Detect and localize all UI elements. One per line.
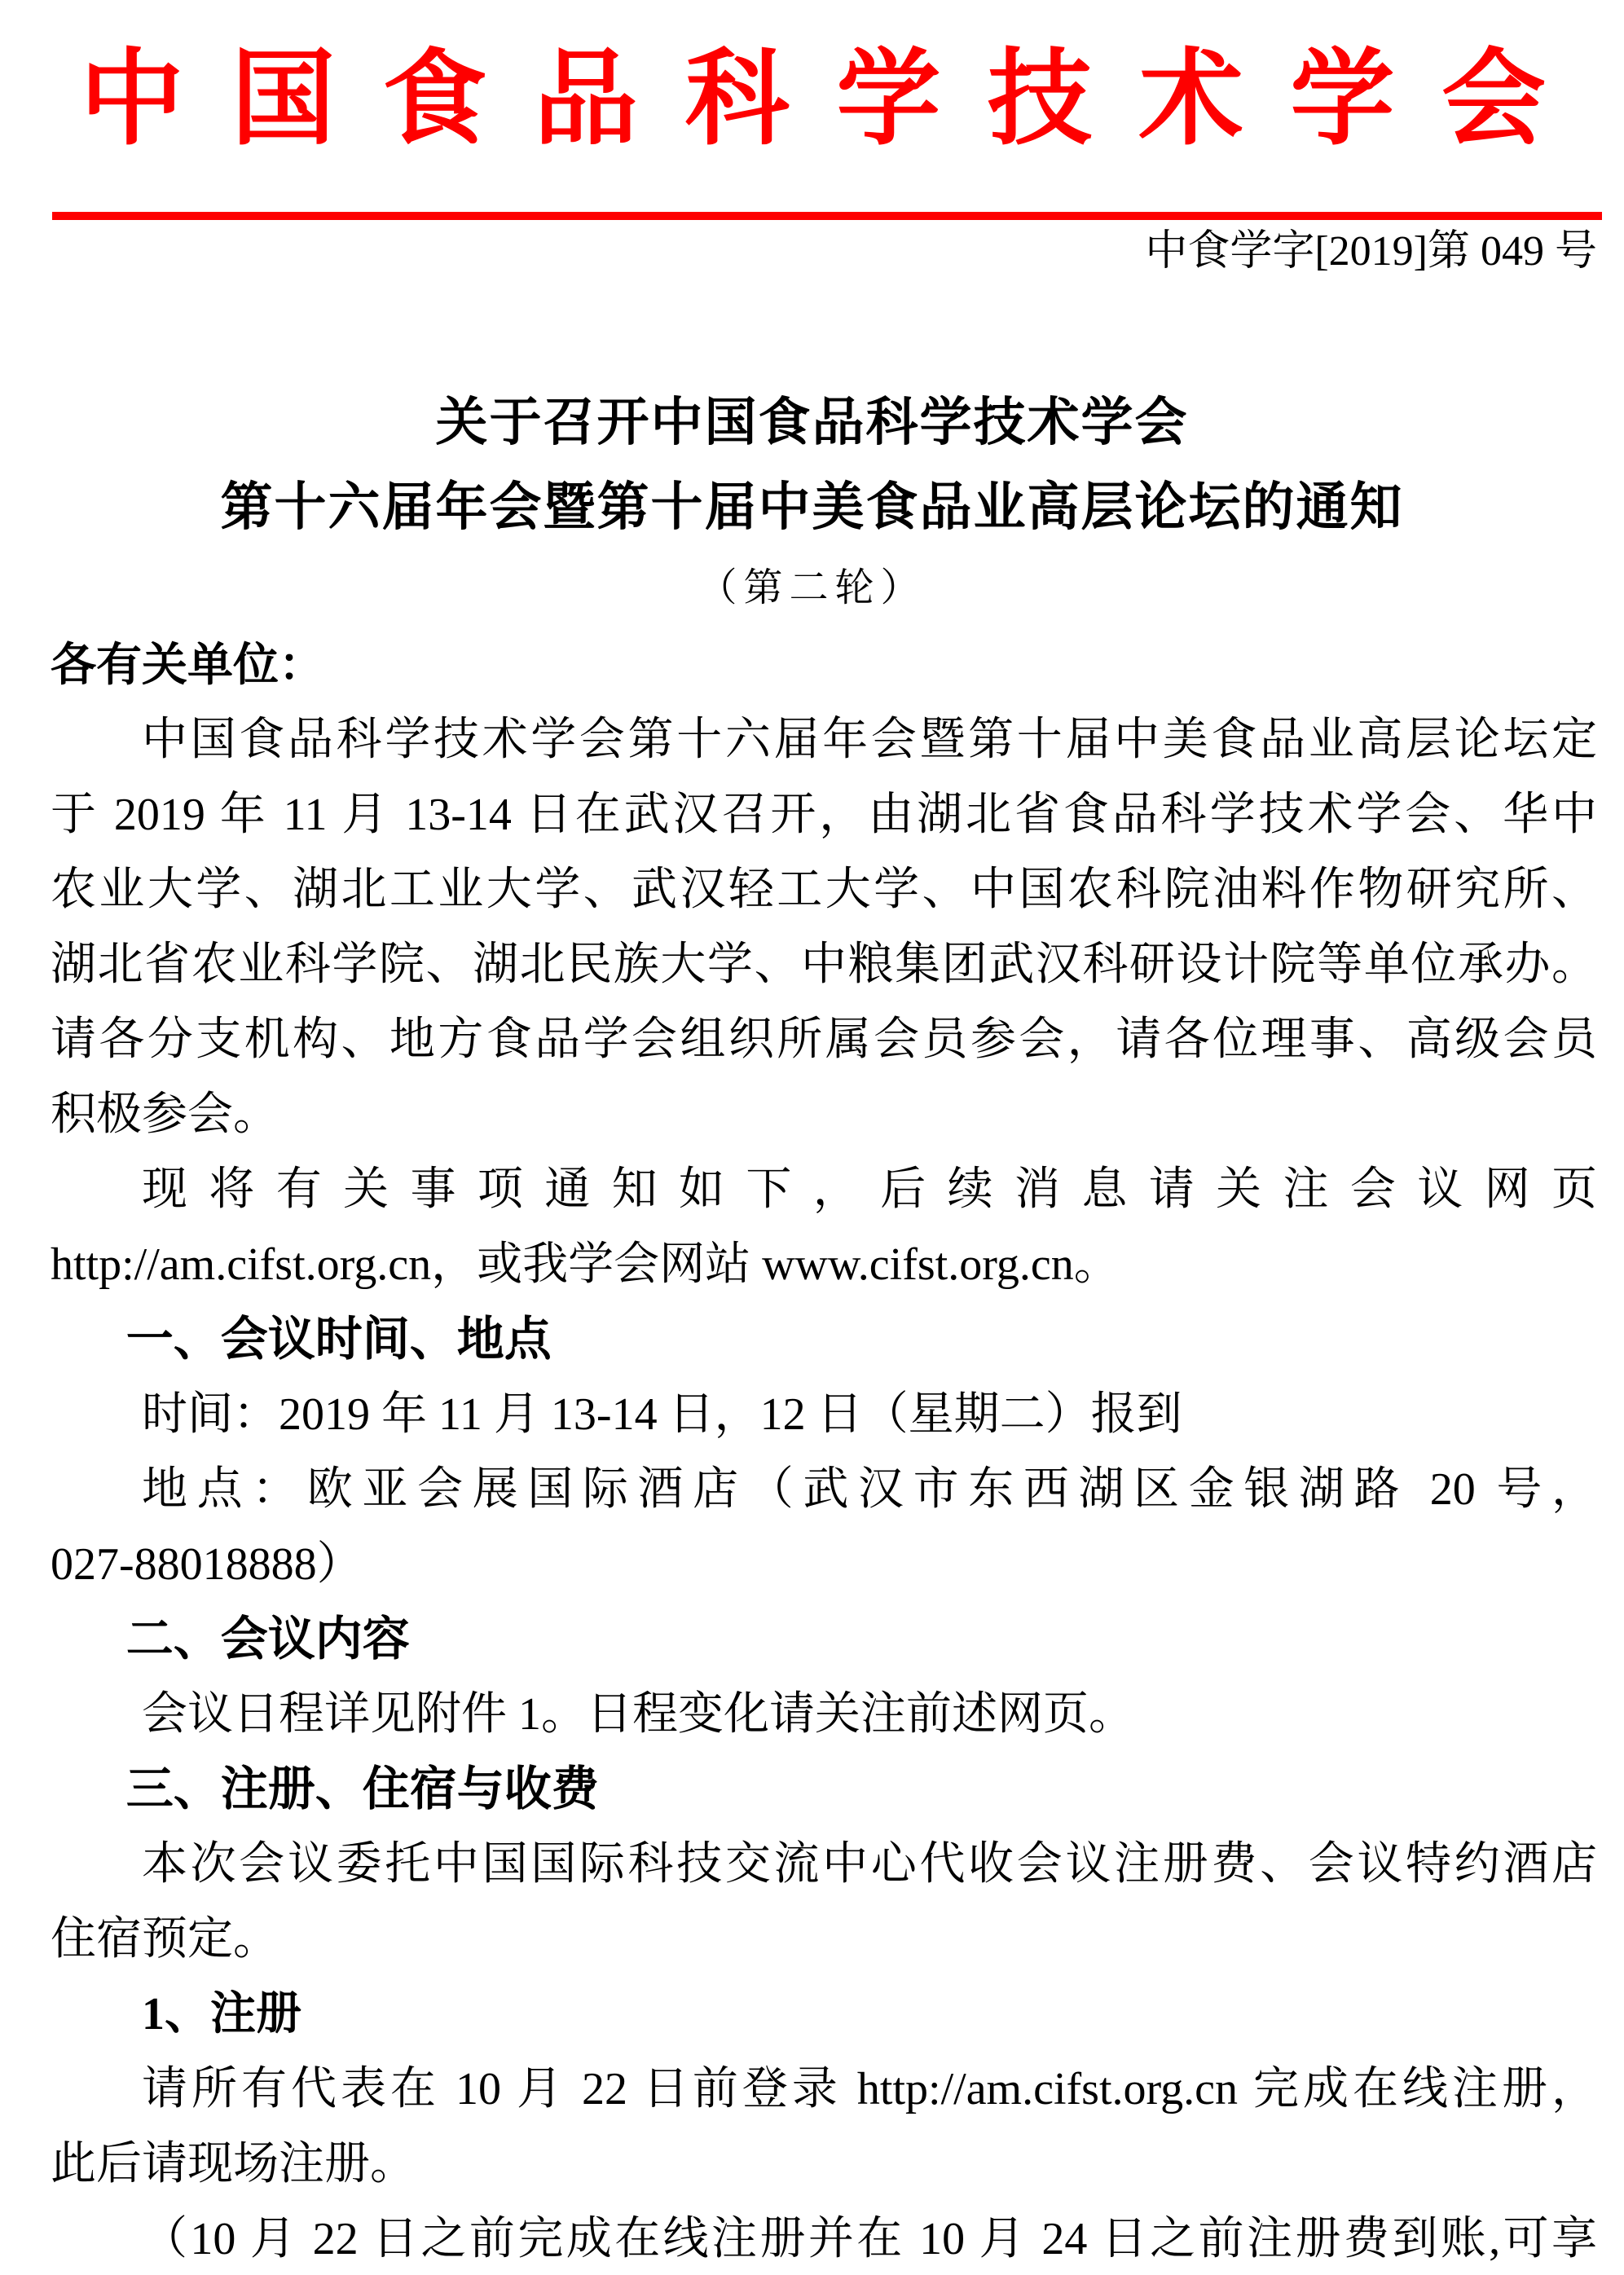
body-line: 于 2019 年 11 月 13-14 日在武汉召开，由湖北省食品科学技术学会、华中 — [51, 790, 1597, 840]
body-line: 地点：欧亚会展国际酒店（武汉市东西湖区金银湖路 20 号， — [142, 1464, 1597, 1515]
body-line: 请各分支机构、地方食品学会组织所属会员参会，请各位理事、高级会员 — [51, 1014, 1597, 1065]
section-heading: 一、会议时间、地点 — [125, 1313, 552, 1366]
notice-title-line-2: 第十六届年会暨第十届中美食品业高层论坛的通知 — [220, 477, 1404, 536]
body-line: 时间：2019 年 11 月 13-14 日，12 日（星期二）报到 — [142, 1389, 1182, 1440]
body-line: 现将有关事项通知如下，后续消息请关注会议网页 — [142, 1164, 1597, 1215]
notice-title-line-1: 关于召开中国食品科学技术学会 — [435, 393, 1189, 451]
body-line: 会议日程详见附件 1。日程变化请关注前述网页。 — [142, 1689, 1134, 1740]
salutation-line: 各有关单位： — [51, 639, 324, 690]
body-line: 027-88018888） — [51, 1539, 363, 1590]
sub-heading: 1、注册 — [142, 1989, 301, 2040]
body-line: 积极参会。 — [51, 1089, 279, 1140]
body-line: 湖北省农业科学院、湖北民族大学、中粮集团武汉科研设计院等单位承办。 — [51, 939, 1597, 990]
body-line: http://am.cifst.org.cn，或我学会网站 www.cifst.org.cn。 — [51, 1239, 1120, 1290]
body-line: 此后请现场注册。 — [51, 2139, 416, 2189]
body-line: 农业大学、湖北工业大学、武汉轻工大学、中国农科院油料作物研究所、 — [51, 865, 1597, 915]
doc-number: 中食学字[2019]第 049 号 — [1145, 228, 1597, 275]
notice-round-note: （第二轮） — [698, 566, 926, 609]
section-heading: 三、注册、住宿与收费 — [125, 1762, 599, 1815]
body-line: 中国食品科学技术学会第十六届年会暨第十届中美食品业高层论坛定 — [142, 715, 1597, 765]
document-body — [0, 380, 1624, 2275]
body-line: 本次会议委托中国国际科技交流中心代收会议注册费、会议特约酒店 — [142, 1839, 1597, 1890]
text-flow — [51, 627, 1597, 2275]
letterhead — [0, 42, 1624, 277]
body-line: 住宿预定。 — [51, 1914, 279, 1965]
letterhead-divider — [52, 212, 1602, 220]
section-heading: 二、会议内容 — [125, 1613, 410, 1666]
body-line: 请所有代表在 10 月 22 日前登录 http://am.cifst.org.cn 完成在线注册， — [142, 2064, 1597, 2114]
org-title: 中国食品科学技术学会 — [80, 42, 1546, 157]
body-line: （10 月 22 日之前完成在线注册并在 10 月 24 日之前注册费到账,可享 — [142, 2214, 1597, 2264]
